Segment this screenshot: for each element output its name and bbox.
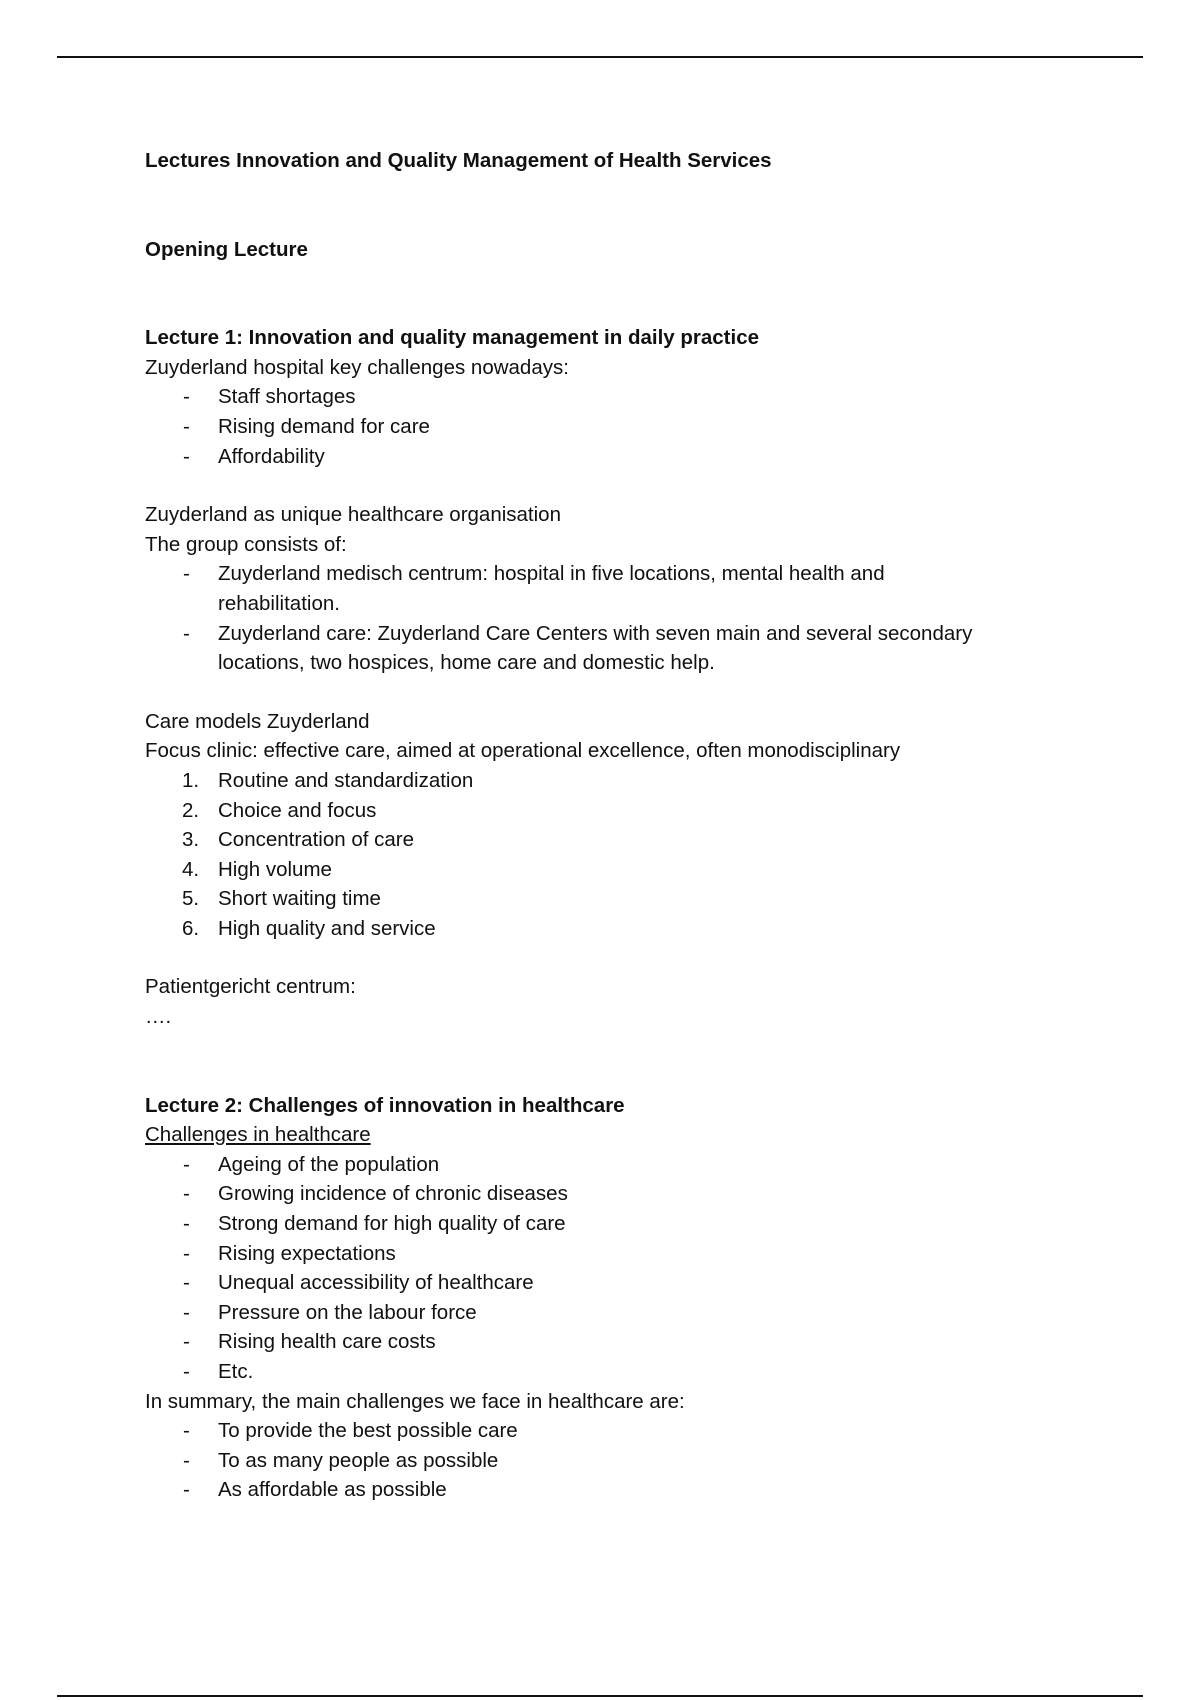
summary-list	[145, 1416, 1075, 1505]
list-number: 4.	[182, 857, 200, 881]
list-item: 4. High volume	[145, 855, 1075, 885]
dash-bullet: -	[183, 1300, 190, 1324]
patient-center-text: Patientgericht centrum:	[145, 975, 356, 999]
group-intro: The group consists of:	[145, 532, 347, 556]
list-item: - Strong demand for high quality of care	[145, 1209, 1075, 1239]
list-number: 2.	[182, 798, 200, 822]
lecture-1-heading: Lecture 1: Innovation and quality management in daily practice	[145, 326, 759, 350]
dash-bullet: -	[183, 1212, 190, 1236]
list-item: - To provide the best possible care	[145, 1416, 1075, 1446]
dash-bullet: -	[183, 1241, 190, 1265]
dash-bullet: -	[183, 1182, 190, 1206]
list-item: - Pressure on the labour force	[145, 1298, 1075, 1328]
list-number: 5.	[182, 887, 200, 911]
list-item: - Rising health care costs	[145, 1327, 1075, 1357]
list-item: 3. Concentration of care	[145, 825, 1075, 855]
lecture-1-intro: Zuyderland hospital key challenges nowadays:	[145, 355, 569, 379]
dash-bullet: -	[183, 444, 190, 468]
list-number: 1.	[182, 768, 200, 792]
page-bottom-rule	[57, 1695, 1143, 1697]
document-page	[145, 146, 1075, 1505]
care-models-title: Care models Zuyderland	[145, 709, 370, 733]
list-item: 1. Routine and standardization	[145, 766, 1075, 796]
list-item: - Rising demand for care	[145, 412, 1075, 442]
list-number: 3.	[182, 828, 200, 852]
dash-bullet: -	[183, 1152, 190, 1176]
key-challenges-list	[145, 382, 1075, 471]
healthcare-challenges-list	[145, 1150, 1075, 1387]
organisation-title: Zuyderland as unique healthcare organisation	[145, 503, 561, 527]
list-item: - Zuyderland care: Zuyderland Care Centers with seven main and several secondary locations, two hospices, home care and domestic help.	[145, 619, 998, 678]
list-item: - Ageing of the population	[145, 1150, 1075, 1180]
list-item: - Unequal accessibility of healthcare	[145, 1268, 1075, 1298]
dash-bullet: -	[183, 1448, 190, 1472]
list-item: - Zuyderland medisch centrum: hospital in five locations, mental health and rehabilitation.	[145, 559, 958, 618]
list-item: - Staff shortages	[145, 382, 1075, 412]
list-item: - As affordable as possible	[145, 1475, 1075, 1505]
focus-clinic-text: Focus clinic: effective care, aimed at operational excellence, often monodisciplinary	[145, 739, 901, 763]
ellipsis-text: ….	[145, 1005, 172, 1029]
list-item: - Etc.	[145, 1357, 1075, 1387]
focus-clinic-list	[145, 766, 1075, 944]
opening-lecture-heading: Opening Lecture	[145, 237, 308, 261]
list-item: - Affordability	[145, 442, 1075, 472]
dash-bullet: -	[183, 1360, 190, 1383]
list-item: 2. Choice and focus	[145, 796, 1075, 826]
dash-bullet: -	[183, 414, 190, 438]
dash-bullet: -	[183, 562, 190, 586]
dash-bullet: -	[183, 385, 190, 409]
challenges-subheading: Challenges in healthcare	[145, 1123, 371, 1147]
list-number: 6.	[182, 916, 200, 940]
list-item: - Rising expectations	[145, 1239, 1075, 1269]
list-item: - To as many people as possible	[145, 1446, 1075, 1476]
dash-bullet: -	[183, 1271, 190, 1295]
document-title: Lectures Innovation and Quality Management of Health Services	[145, 149, 772, 172]
dash-bullet: -	[183, 621, 190, 645]
lecture-2-heading: Lecture 2: Challenges of innovation in healthcare	[145, 1093, 625, 1117]
dash-bullet: -	[183, 1419, 190, 1443]
list-item: 6. High quality and service	[145, 914, 1075, 944]
summary-intro: In summary, the main challenges we face in healthcare are:	[145, 1389, 685, 1413]
dash-bullet: -	[183, 1478, 190, 1502]
dash-bullet: -	[183, 1330, 190, 1354]
list-item: 5. Short waiting time	[145, 884, 1075, 914]
list-item: - Growing incidence of chronic diseases	[145, 1179, 1075, 1209]
page-top-rule	[57, 56, 1143, 58]
group-list	[145, 559, 1075, 677]
